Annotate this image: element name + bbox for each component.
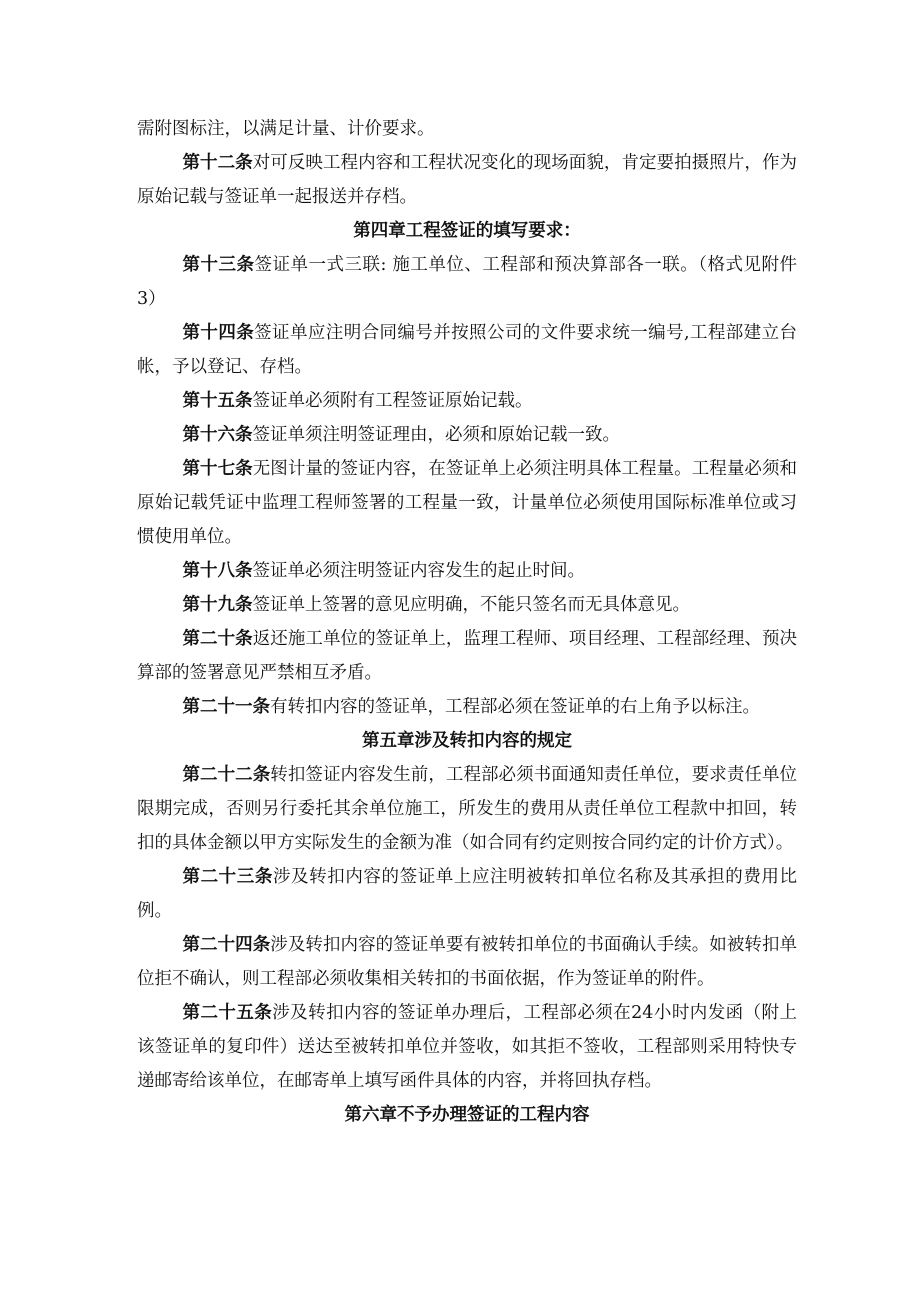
- article-text: 有转扣内容的签证单，工程部必须在签证单的右上角予以标注。: [270, 697, 760, 717]
- article-label: 第十二条: [182, 153, 253, 173]
- article-23: [137, 860, 797, 928]
- article-21: [137, 690, 797, 724]
- article-text: 涉及转扣内容的签证单办理后，工程部必须在24小时内发函（附上该签证单的复印件）送达至被转扣单位并签收，如其拒不签收，工程部则采用特快专递邮寄给该单位，在邮寄单上填写函件具体的内容，并将回执存档。: [137, 1003, 797, 1091]
- article-label: 第十六条: [182, 425, 253, 445]
- article-25: [137, 996, 797, 1098]
- article-label: 第十八条: [182, 561, 253, 581]
- paragraph-continued: [137, 112, 797, 146]
- chapter-6-heading: 第六章不予办理签证的工程内容: [344, 1105, 590, 1125]
- chapter-5-heading: 第五章涉及转扣内容的规定: [362, 731, 572, 751]
- document-page: [137, 112, 797, 1132]
- article-text: 涉及转扣内容的签证单要有被转扣单位的书面确认手续。如被转扣单位拒不确认，则工程部必须收集相关转扣的书面依据，作为签证单的附件。: [137, 935, 798, 989]
- article-text: 转扣签证内容发生前，工程部必须书面通知责任单位，要求责任单位限期完成，否则另行委托其余单位施工，所发生的费用从责任单位工程款中扣回，转扣的具体金额以甲方实际发生的金额为准（如合同有约定则按合同约定的计价方式）。: [137, 765, 798, 853]
- article-12: [137, 146, 797, 214]
- article-label: 第二十一条: [182, 697, 270, 717]
- article-text: 签证单须注明签证理由，必须和原始记载一致。: [252, 425, 620, 445]
- article-15: [137, 384, 797, 418]
- article-label: 第十三条: [182, 255, 255, 275]
- article-text: 涉及转扣内容的签证单上应注明被转扣单位名称及其承担的费用比例。: [137, 867, 798, 921]
- article-text: 签证单必须附有工程签证原始记载。: [252, 391, 533, 411]
- article-20: [137, 622, 797, 690]
- article-17: [137, 452, 797, 554]
- chapter-4-heading: 第四章工程签证的填写要求：: [353, 221, 581, 241]
- article-label: 第二十四条: [182, 935, 271, 955]
- article-19: [137, 588, 797, 622]
- article-text: 无图计量的签证内容，在签证单上必须注明具体工程量。工程量必须和原始记载凭证中监理工程师签署的工程量一致，计量单位必须使用国际标准单位或习惯使用单位。: [137, 459, 798, 547]
- article-text: 返还施工单位的签证单上，监理工程师、项目经理、工程部经理、预决算部的签署意见严禁相互矛盾。: [137, 629, 798, 683]
- article-label: 第十七条: [182, 459, 253, 479]
- article-13: [137, 248, 797, 316]
- article-16: [137, 418, 797, 452]
- paragraph-text: 需附图标注，以满足计量、计价要求。: [137, 119, 435, 139]
- article-label: 第二十五条: [182, 1003, 273, 1023]
- article-14: [137, 316, 797, 384]
- article-text: 签证单上签署的意见应明确，不能只签名而无具体意见。: [252, 595, 690, 615]
- article-22: [137, 758, 797, 860]
- article-text: 签证单应注明合同编号并按照公司的文件要求统一编号,工程部建立台帐，予以登记、存档。: [137, 323, 797, 377]
- article-label: 第二十二条: [182, 765, 271, 785]
- article-label: 第二十三条: [182, 867, 273, 887]
- article-label: 第十九条: [182, 595, 253, 615]
- article-text: 对可反映工程内容和工程状况变化的现场面貌，肯定要拍摄照片，作为原始记载与签证单一起报送并存档。: [137, 153, 798, 207]
- article-label: 第十四条: [182, 323, 255, 343]
- article-text: 签证单一式三联: 施工单位、工程部和预决算部各一联。（格式见附件3）: [137, 255, 797, 309]
- article-24: [137, 928, 797, 996]
- article-18: [137, 554, 797, 588]
- article-label: 第二十条: [182, 629, 253, 649]
- article-text: 签证单必须注明签证内容发生的起止时间。: [252, 561, 585, 581]
- article-label: 第十五条: [182, 391, 253, 411]
